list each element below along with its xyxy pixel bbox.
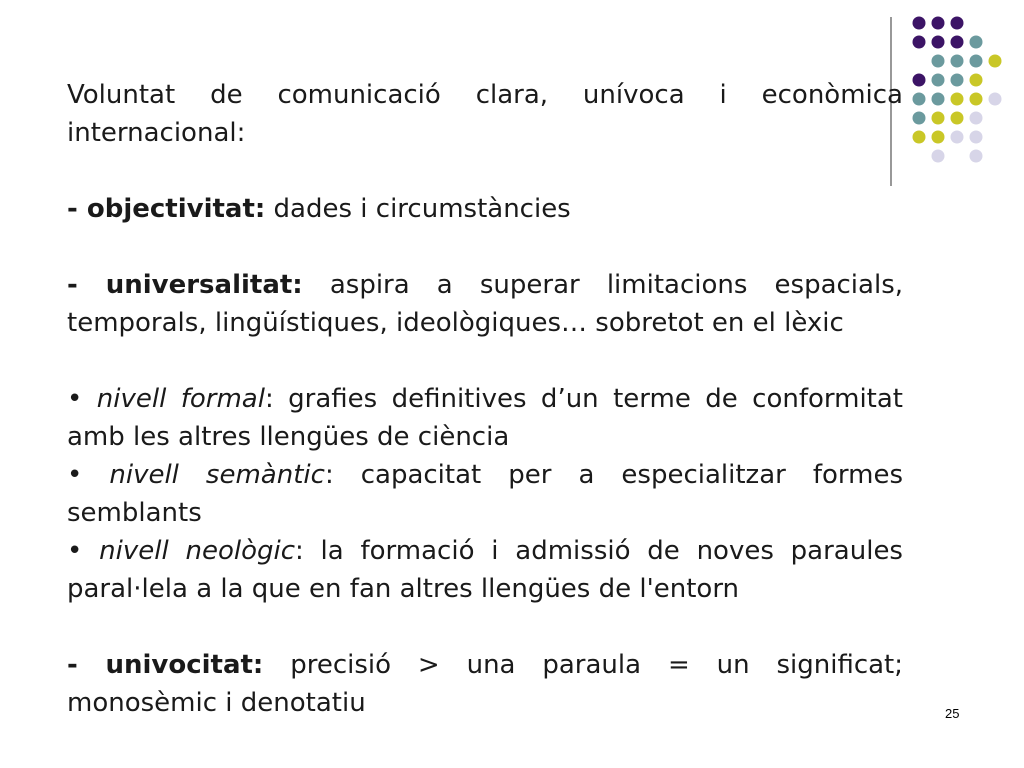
- level-text: : grafies definitives d’un terme de conformitat amb les altres llengües de ciència: [67, 384, 904, 452]
- decor-dot: [951, 131, 964, 144]
- level-term: nivell neològic: [99, 536, 295, 566]
- decor-dot: [932, 112, 945, 125]
- decor-dot: [951, 55, 964, 68]
- level-term: nivell formal: [96, 384, 265, 414]
- bullet: •: [67, 384, 83, 414]
- decor-dot: [970, 36, 983, 49]
- level-text: : capacitat per a especialitzar formes semblants: [67, 460, 904, 528]
- level-text: : la formació i admissió de noves paraules paral·lela a la que en fan altres llengües de l'entorn: [67, 536, 903, 604]
- decor-dot: [951, 74, 964, 87]
- decor-dot: [932, 93, 945, 106]
- decor-dot: [932, 36, 945, 49]
- decor-dot: [970, 150, 983, 163]
- decor-dot: [913, 131, 926, 144]
- level-term: nivell semàntic: [109, 460, 325, 490]
- decor-dot: [951, 112, 964, 125]
- decor-dot: [970, 93, 983, 106]
- decor-dot: [913, 74, 926, 87]
- level-neologic-item: [67, 532, 903, 608]
- decor-dot: [932, 150, 945, 163]
- decor-dot: [913, 17, 926, 30]
- decor-dot: [932, 131, 945, 144]
- intro-paragraph: Voluntat de comunicació clara, unívoca i econòmica internacional:: [67, 80, 903, 148]
- slide-body: [67, 76, 903, 722]
- decor-dot: [989, 93, 1002, 106]
- objectivity-text: dades i circumstàncies: [265, 194, 571, 224]
- decor-dot: [989, 55, 1002, 68]
- decor-dot: [970, 55, 983, 68]
- decor-dot: [970, 131, 983, 144]
- bullet: •: [67, 460, 83, 490]
- universality-point: [67, 266, 903, 342]
- decor-dot: [951, 17, 964, 30]
- decor-dot: [951, 93, 964, 106]
- universality-term: - universalitat:: [67, 270, 303, 300]
- univocity-term: - univocitat:: [67, 650, 264, 680]
- decor-dot: [913, 112, 926, 125]
- decor-dot: [951, 36, 964, 49]
- decor-dot: [932, 74, 945, 87]
- universality-text: aspira a superar limitacions espacials, temporals, lingüístiques, ideològiques… sobretot en el lèxic: [67, 270, 903, 338]
- univocity-point: [67, 646, 903, 722]
- univocity-text: precisió > una paraula = un significat; monosèmic i denotatiu: [67, 650, 904, 718]
- objectivity-point: [67, 190, 903, 228]
- decor-dot: [970, 74, 983, 87]
- objectivity-term: - objectivitat:: [67, 194, 266, 224]
- bullet: •: [67, 536, 83, 566]
- page-number: 25: [945, 706, 960, 721]
- level-formal-item: [67, 380, 903, 456]
- decor-dot: [913, 93, 926, 106]
- decor-dot: [932, 55, 945, 68]
- decor-dot: [932, 17, 945, 30]
- decor-dot: [913, 36, 926, 49]
- decor-dot: [970, 112, 983, 125]
- level-semantic-item: [67, 456, 903, 532]
